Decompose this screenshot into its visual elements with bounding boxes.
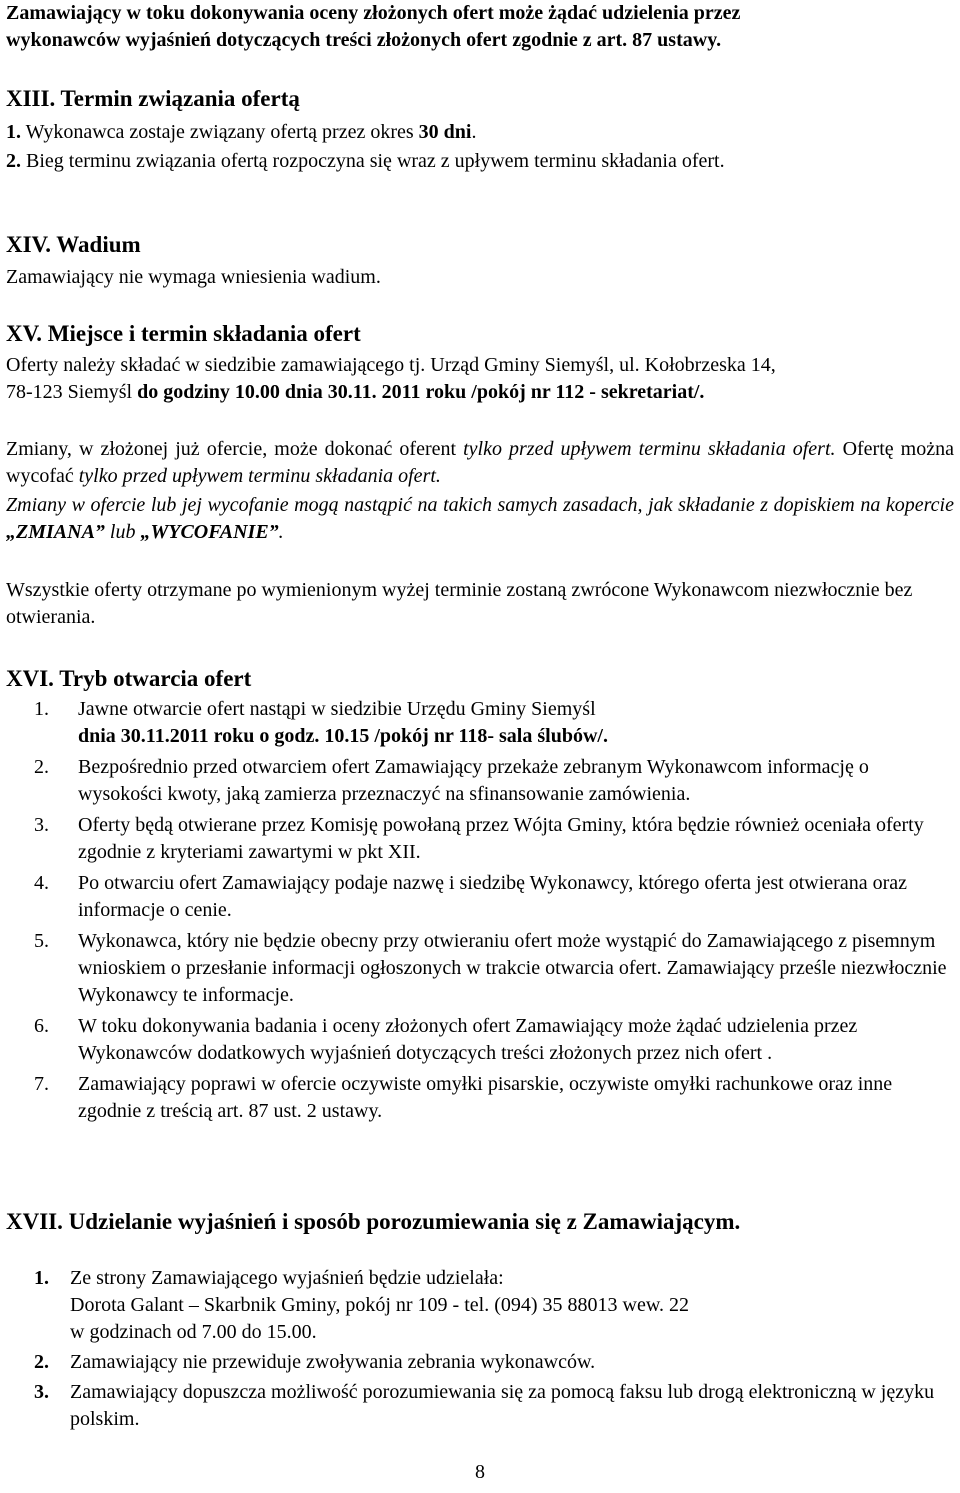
- section-xvii-list: [6, 1265, 954, 1433]
- section-xiii-item-2: 2. Bieg terminu związania ofertą rozpoczyna się wraz z upływem terminu składania ofert.: [6, 150, 725, 172]
- section-xvi-list: [6, 696, 954, 1125]
- list-item: 3. Oferty będą otwierane przez Komisję powołaną przez Wójta Gminy, która będzie również oceniała oferty zgodnie z kryteriami zawartymi w pkt XII.: [34, 814, 924, 863]
- list-item: 7. Zamawiający poprawi w ofercie oczywiste omyłki pisarskie, oczywiste omyłki rachunkowe oraz inne zgodnie z treścią art. 87 ust. 2 ustawy.: [34, 1073, 893, 1122]
- section-xv-paragraph-1: Oferty należy składać w siedzibie zamawiającego tj. Urząd Gminy Siemyśl, ul. Kołobrzeska 14, 78-123 Siemyśl do godziny 10.00 dnia 30.11. 2011 roku /pokój nr 112 - sekretariat/.: [6, 354, 776, 403]
- list-item: 4. Po otwarciu ofert Zamawiający podaje nazwę i siedzibę Wykonawcy, którego oferta jest otwierana oraz informacje o cenie.: [34, 872, 908, 921]
- list-item: 2. Zamawiający nie przewiduje zwoływania zebrania wykonawców.: [34, 1351, 596, 1373]
- page-number: 8: [475, 1461, 485, 1483]
- intro-paragraph: [6, 0, 740, 54]
- section-xv-paragraph-4: Wszystkie oferty otrzymane po wymienionym wyżej terminie zostaną zwrócone Wykonawcom niezwłocznie bez otwierania.: [6, 579, 913, 628]
- office-hours: w godzinach od 7.00 do 15.00.: [70, 1321, 317, 1343]
- section-xv-paragraph-2: Zmiany, w złożonej już ofercie, może dokonać oferent tylko przed upływem terminu składania ofert. Ofertę można wycofać tylko przed upływem terminu składania ofert.: [6, 438, 954, 487]
- contact-person: Dorota Galant – Skarbnik Gminy, pokój nr 109 - tel. (094) 35 88013 wew. 22: [70, 1294, 689, 1316]
- item-number: 2.: [6, 150, 21, 172]
- intro-line-1: Zamawiający w toku dokonywania oceny złożonych ofert może żądać udzielenia przez: [6, 2, 741, 24]
- item-number: 1.: [6, 121, 21, 143]
- section-xiii-item-1: 1. Wykonawca zostaje związany ofertą przez okres 30 dni.: [6, 121, 477, 143]
- deadline-text: do godziny 10.00 dnia 30.11. 2011 roku /pokój nr 112 - sekretariat/.: [137, 381, 705, 403]
- section-xiv-heading: XIV. Wadium: [6, 232, 141, 257]
- list-item: 5. Wykonawca, który nie będzie obecny przy otwieraniu ofert może wystąpić do Zamawiającego z pisemnym wnioskiem o przesłanie informacji ogłoszonych w trakcie otwarcia ofert. Zamawiający prześle niezwłocznie Wykonawcy te informacje.: [34, 930, 947, 1006]
- section-xvi-heading: XVI. Tryb otwarcia ofert: [6, 666, 252, 691]
- list-item: 2. Bezpośrednio przed otwarciem ofert Zamawiający przekaże zebranym Wykonawcom informację o wysokości kwoty, jaką zamierza przeznaczyć na sfinansowanie zamówienia.: [34, 756, 869, 805]
- section-xvii-heading: XVII. Udzielanie wyjaśnień i sposób porozumiewania się z Zamawiającym.: [6, 1209, 741, 1234]
- list-item: 3. Zamawiający dopuszcza możliwość porozumiewania się za pomocą faksu lub drogą elektroniczną w języku polskim.: [34, 1381, 935, 1430]
- section-xiii-heading: XIII. Termin związania ofertą: [6, 86, 300, 111]
- intro-line-2: wykonawców wyjaśnień dotyczących treści złożonych ofert zgodnie z art. 87 ustawy.: [6, 29, 722, 51]
- section-xv-heading: XV. Miejsce i termin składania ofert: [6, 321, 361, 346]
- section-xiv-text: Zamawiający nie wymaga wniesienia wadium.: [6, 266, 381, 288]
- section-xv-paragraph-3: Zmiany w ofercie lub jej wycofanie mogą nastąpić na takich samych zasadach, jak składanie z dopiskiem na kopercie „ZMIANA” lub „WYCOFANIE”.: [6, 494, 954, 543]
- list-item: 1. Jawne otwarcie ofert nastąpi w siedzibie Urzędu Gminy Siemyśl dnia 30.11.2011 roku o godz. 10.15 /pokój nr 118- sala ślubów/.: [34, 698, 608, 747]
- list-item: 6. W toku dokonywania badania i oceny złożonych ofert Zamawiający może żądać udzielenia przez Wykonawców dodatkowych wyjaśnień dotyczących treści złożonych przez nich ofert .: [34, 1015, 858, 1064]
- list-item: 1. Ze strony Zamawiającego wyjaśnień będzie udzielała: Dorota Galant – Skarbnik Gminy, pokój nr 109 - tel. (094) 35 88013 wew. 22 w godzinach od 7.00 do 15.00.: [6, 1265, 954, 1346]
